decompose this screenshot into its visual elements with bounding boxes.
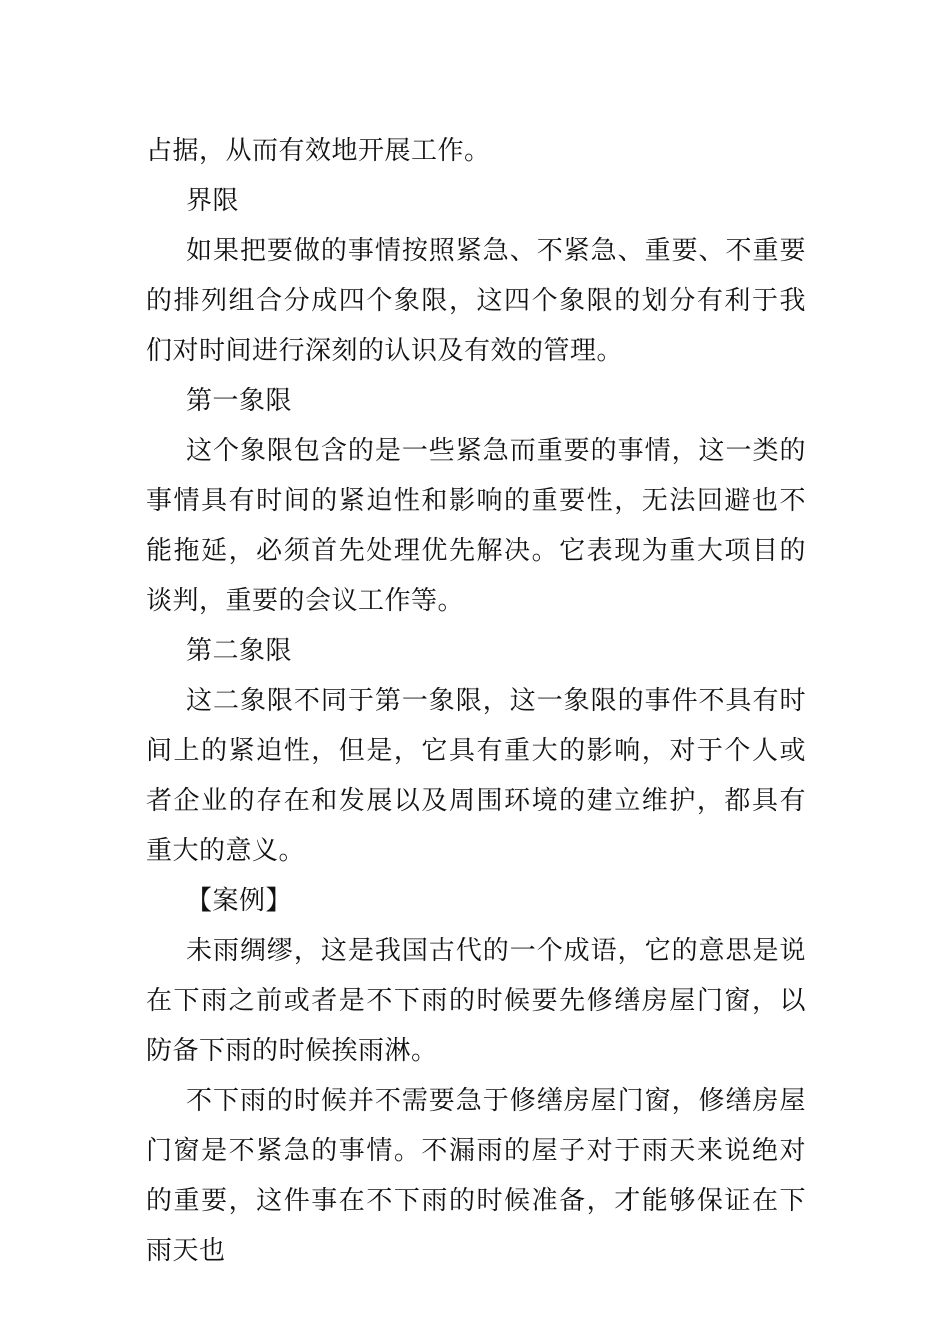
paragraph-first-quadrant: 这个象限包含的是一些紧急而重要的事情，这一类的事情具有时间的紧迫性和影响的重要性，无法回避也不能拖延，必须首先处理优先解决。它表现为重大项目的谈判，重要的会议工作等。 bbox=[146, 436, 806, 616]
section-heading-second-quadrant: 第二象限 bbox=[186, 636, 293, 666]
section-heading-case: 【案例】 bbox=[186, 886, 293, 916]
section-heading-boundary: 界限 bbox=[186, 186, 240, 216]
paragraph-quadrants-intro: 如果把要做的事情按照紧急、不紧急、重要、不重要的排列组合分成四个象限，这四个象限的划分有利于我们对时间进行深刻的认识及有效的管理。 bbox=[146, 236, 806, 366]
section-heading-first-quadrant: 第一象限 bbox=[186, 386, 293, 416]
paragraph-second-quadrant: 这二象限不同于第一象限，这一象限的事件不具有时间上的紧迫性，但是，它具有重大的影响，对于个人或者企业的存在和发展以及周围环境的建立维护，都具有重大的意义。 bbox=[146, 686, 806, 866]
paragraph-case-idiom: 未雨绸缪，这是我国古代的一个成语，它的意思是说在下雨之前或者是不下雨的时候要先修缮房屋门窗，以防备下雨的时候挨雨淋。 bbox=[146, 936, 806, 1066]
paragraph-continuation: 占据，从而有效地开展工作。 bbox=[146, 136, 491, 166]
document-page bbox=[146, 126, 806, 1276]
paragraph-case-explanation: 不下雨的时候并不需要急于修缮房屋门窗，修缮房屋门窗是不紧急的事情。不漏雨的屋子对于雨天来说绝对的重要，这件事在不下雨的时候准备，才能够保证在下雨天也 bbox=[146, 1086, 806, 1266]
